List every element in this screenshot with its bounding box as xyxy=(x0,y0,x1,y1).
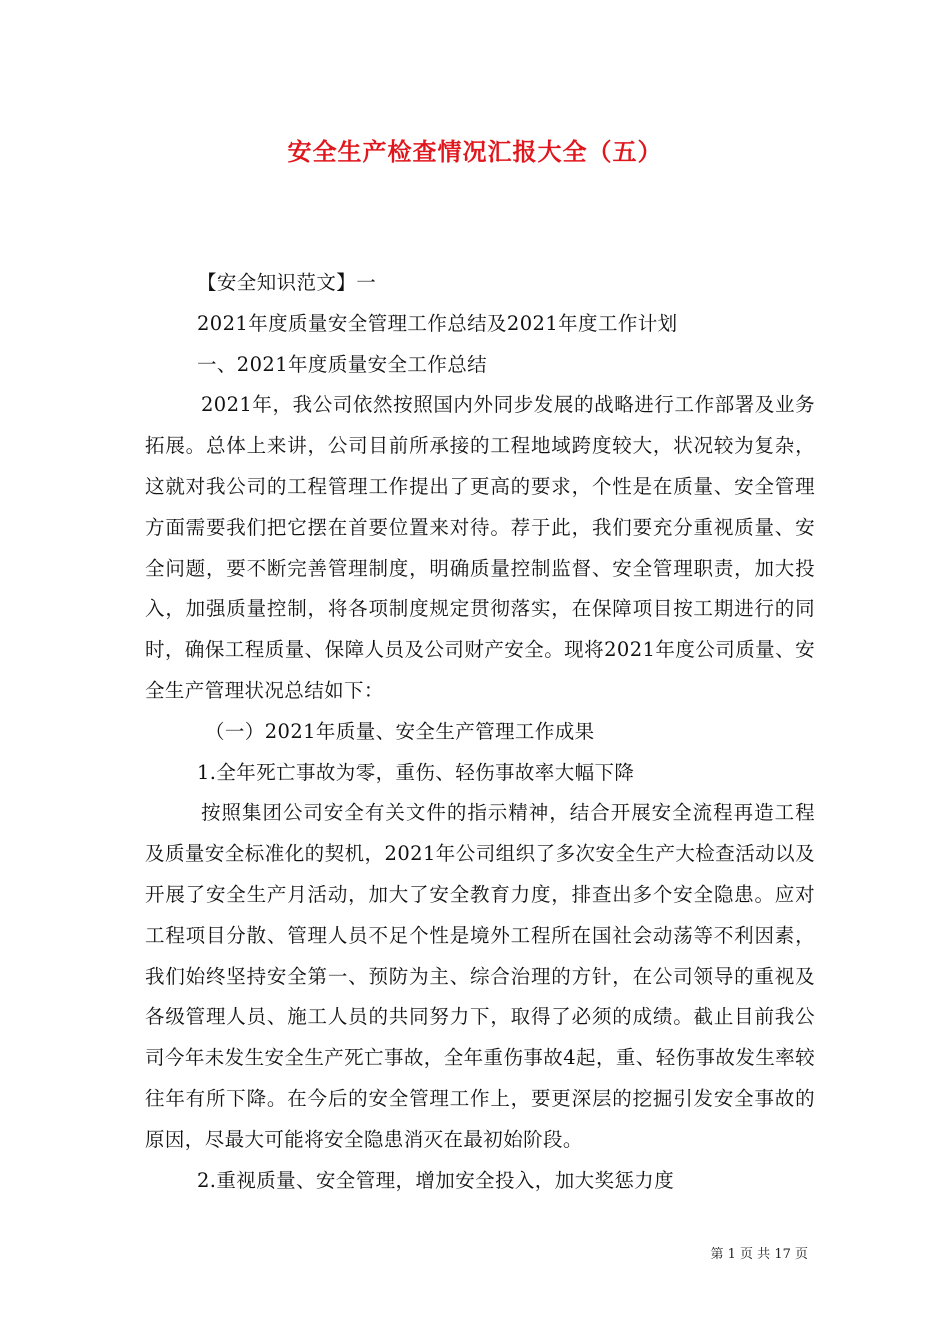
list-item-1: 1.全年死亡事故为零，重伤、轻伤事故率大幅下降 xyxy=(197,760,635,784)
page-number: 第 1 页 共 17 页 xyxy=(710,1247,808,1262)
heading-1: 一、2021年度质量安全工作总结 xyxy=(197,352,488,376)
paragraph-1: 2021年，我公司依然按照国内外同步发展的战略进行工作部署及业务拓展。总体上来讲，公司目前所承接的工程地域跨度较大，状况较为复杂，这就对我公司的工程管理工作提出了更高的要求，个性是在质量、安全管理方面需要我们把它摆在首要位置来对待。荐于此，我们要充分重视质量、安全问题，要不断完善管理制度，明确质量控制监督、安全管理职责，加大投入，加强质量控制，将各项制度规定贯彻落实，在保障项目按工期进行的同时，确保工程质量、保障人员及公司财产安全。现将2021年度公司质量、安全生产管理状况总结如下： xyxy=(145,393,815,702)
list-item-2: 2.重视质量、安全管理，增加安全投入，加大奖惩力度 xyxy=(197,1168,675,1192)
document-body xyxy=(145,263,815,1201)
document-title: 安全生产检查情况汇报大全（五） xyxy=(287,138,663,166)
section-tag: 【安全知识范文】一 xyxy=(197,271,377,294)
heading-2: （一）2021年质量、安全生产管理工作成果 xyxy=(205,719,595,743)
document-subtitle: 2021年度质量安全管理工作总结及2021年度工作计划 xyxy=(197,311,678,335)
paragraph-2: 按照集团公司安全有关文件的指示精神，结合开展安全流程再造工程及质量安全标准化的契机，2021年公司组织了多次安全生产大检查活动以及开展了安全生产月活动，加大了安全教育力度，排查出多个安全隐患。应对工程项目分散、管理人员不足个性是境外工程所在国社会动荡等不利因素，我们始终坚持安全第一、预防为主、综合治理的方针，在公司领导的重视及各级管理人员、施工人员的共同努力下，取得了必须的成绩。截止目前我公司今年未发生安全生产死亡事故，全年重伤事故4起，重、轻伤事故发生率较往年有所下降。在今后的安全管理工作上，要更深层的挖掘引发安全事故的原因，尽最大可能将安全隐患消灭在最初始阶段。 xyxy=(145,801,815,1151)
